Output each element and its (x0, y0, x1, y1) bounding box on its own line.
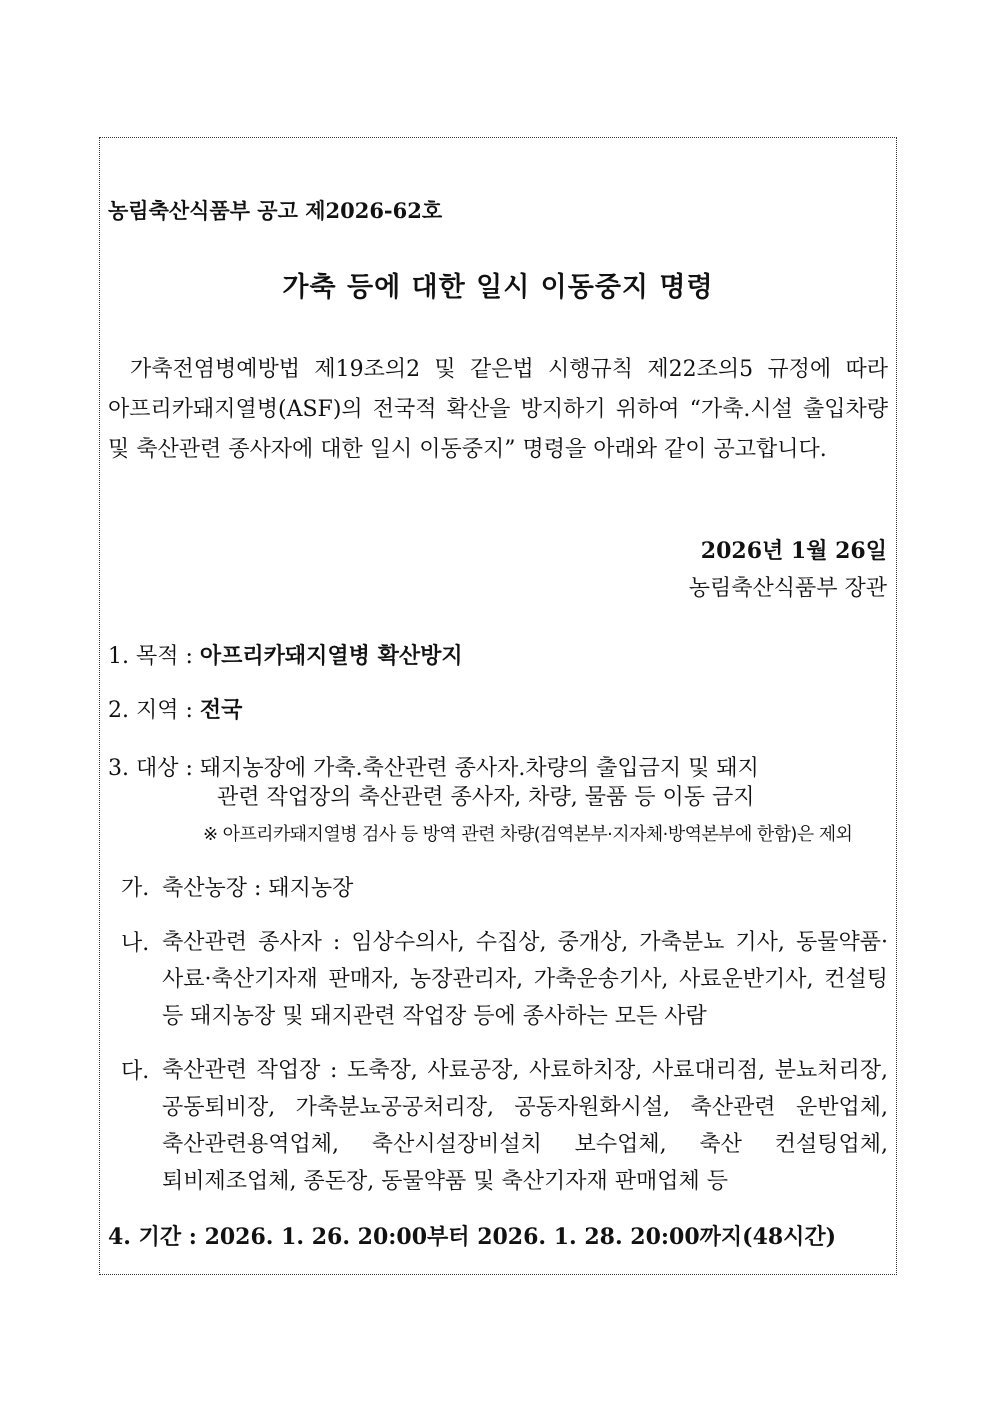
document-title: 가축 등에 대한 일시 이동중지 명령 (282, 272, 714, 303)
subitem-marker: 가. (121, 876, 150, 901)
item-target-note: ※ 아프리카돼지열병 검사 등 방역 관련 차량(검역본부·지자체·방역본부에 한함)은 제외 (203, 824, 853, 845)
item-region (108, 699, 242, 722)
item-region-value: 전국 (199, 697, 243, 723)
subitem-workers: 축산관련 종사자 : 임상수의사, 수집상, 중개상, 가축분뇨 기사, 동물약품·사료·축산기자재 판매자, 농장관리자, 가축운송기사, 사료운반기사, 컨설팅 등 돼지농장 및 돼지관련 작업장 등에 종사하는 모든 사람 (162, 930, 888, 1029)
signer: 농림축산식품부 장관 (688, 576, 887, 601)
notice-date: 2026년 1월 26일 (700, 538, 887, 564)
subitem-workplaces: 축산관련 작업장 : 도축장, 사료공장, 사료하치장, 사료대리점, 분뇨처리장, 공동퇴비장, 가축분뇨공공처리장, 공동자원화시설, 축산관련 운반업체, 축산관련용역업체, 축산시설장비설치 보수업체, 축산 컨설팅업체, 퇴비제조업체, 종돈장, 동물약품 및 축산기자재 판매업체 등 (162, 1058, 888, 1194)
item-purpose (108, 645, 463, 668)
body-paragraph: 가축전염병예방법 제19조의2 및 같은법 시행규칙 제22조의5 규정에 따라 아프리카돼지열병(ASF)의 전국적 확산을 방지하기 위하여 “가축.시설 출입차량 및 축산관련 종사자에 대한 일시 이동중지” 명령을 아래와 같이 공고합니다. (108, 357, 888, 462)
item-target: 3. 대상 : 돼지농장에 가축.축산관련 종사자.차량의 출입금지 및 돼지 (108, 756, 759, 781)
notice-number: 농림축산식품부 공고 제2026-62호 (108, 198, 443, 223)
item-target-continuation: 관련 작업장의 축산관련 종사자, 차량, 물품 등 이동 금지 (217, 785, 755, 810)
subitem-livestock-farm: 축산농장 : 돼지농장 (162, 876, 354, 901)
item-region-label: 2. 지역 : (108, 698, 200, 723)
item-purpose-value: 아프리카돼지열병 확산방지 (199, 643, 463, 669)
item-period: 4. 기간 : 2026. 1. 26. 20:00부터 2026. 1. 28. 20:00까지(48시간) (108, 1224, 837, 1250)
item-purpose-label: 1. 목적 : (108, 644, 200, 669)
subitem-marker: 나. (121, 931, 150, 956)
subitem-marker: 다. (121, 1059, 150, 1084)
